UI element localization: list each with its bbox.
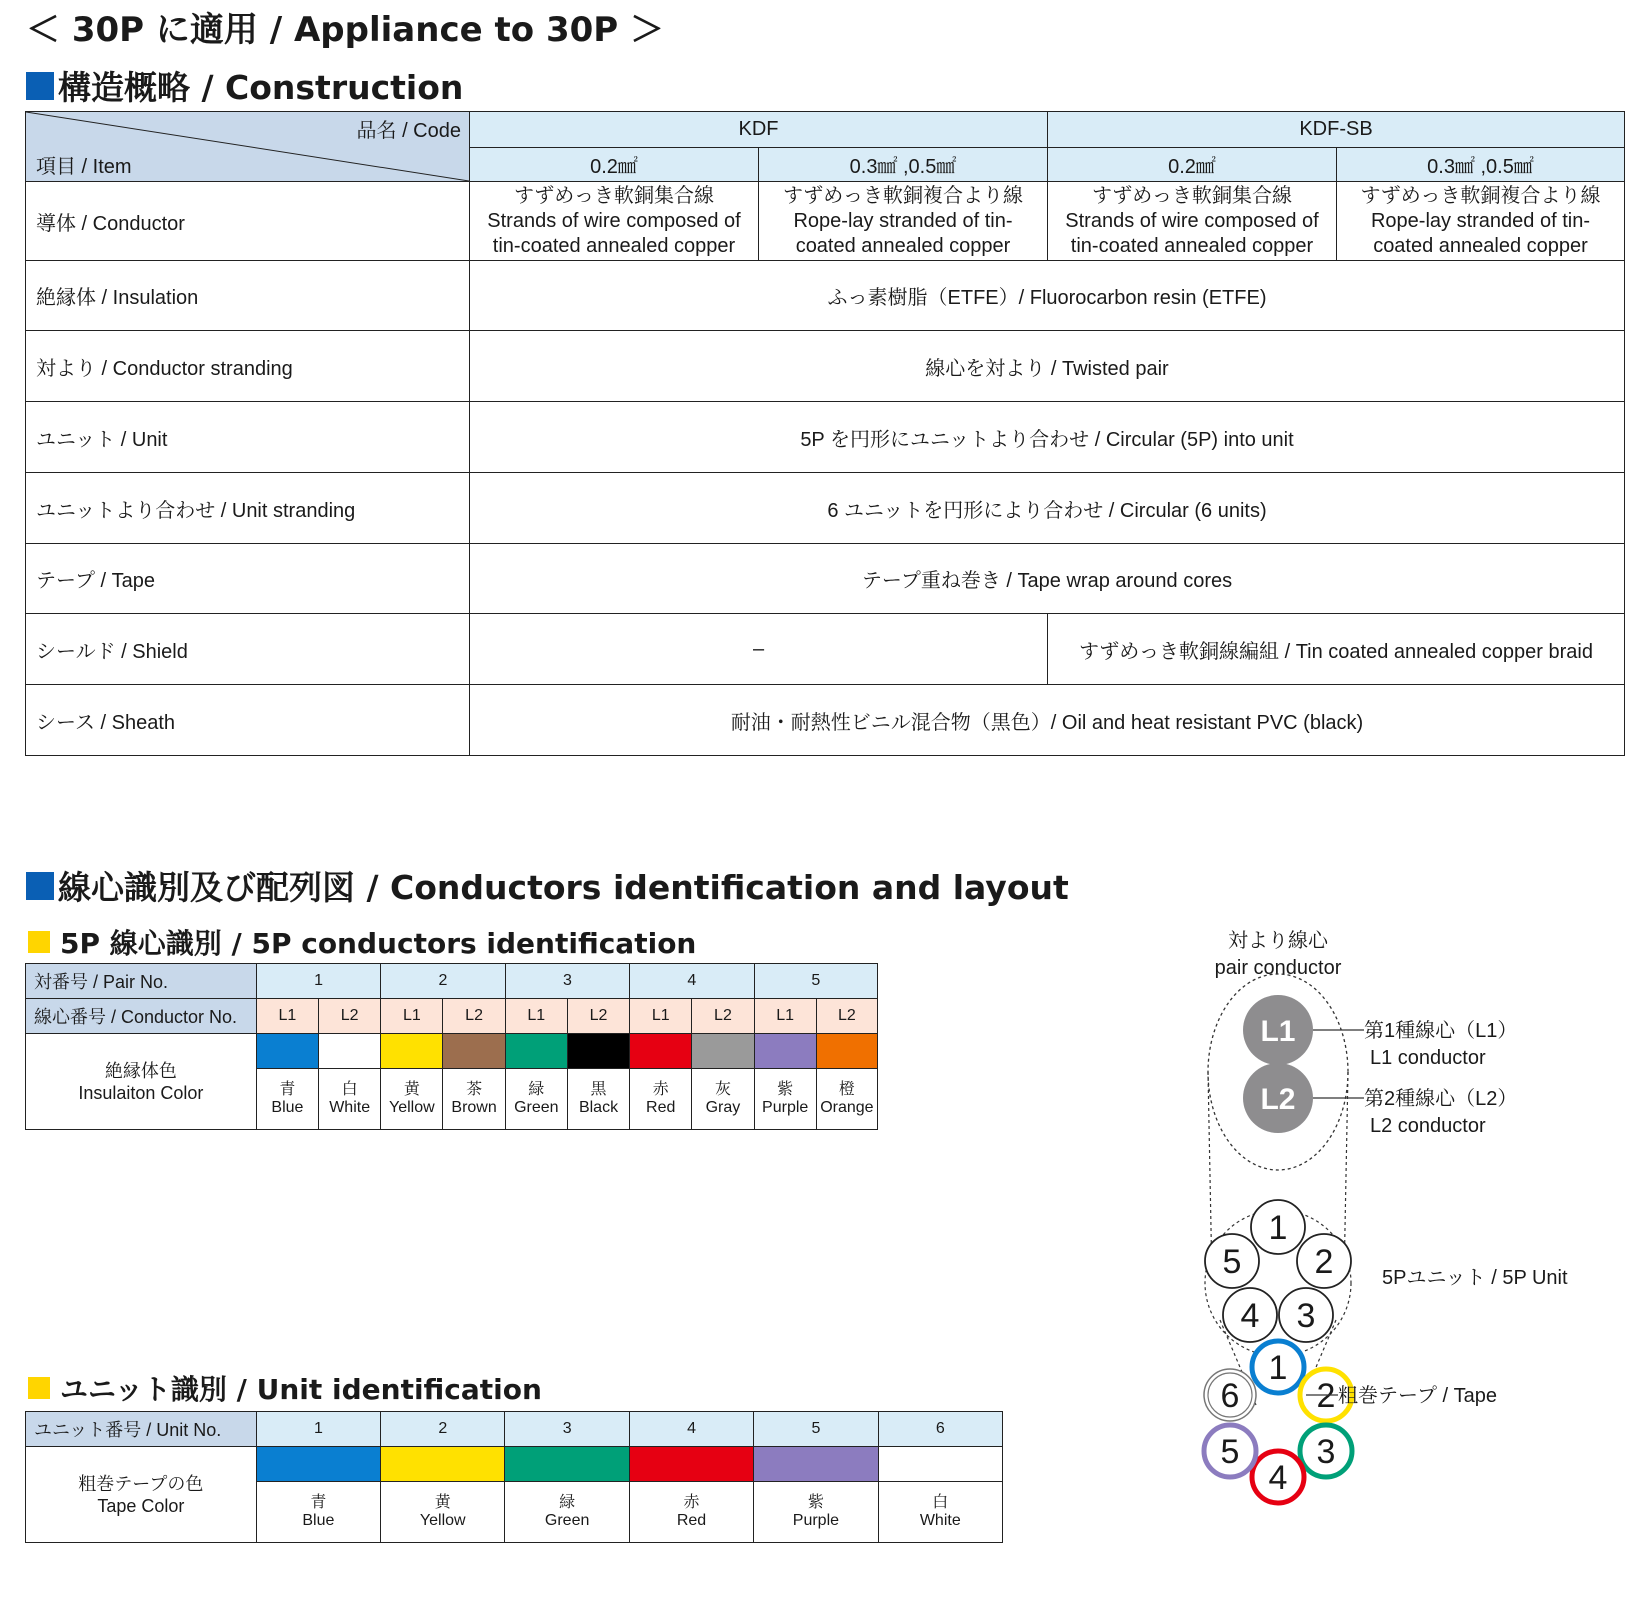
pair-number: 4 — [630, 964, 754, 999]
cable-unit-number: 2 — [1316, 1377, 1336, 1415]
tape-color-swatch — [505, 1447, 629, 1482]
kdfsb-header: KDF-SB — [1048, 112, 1625, 148]
color-name: 青 Blue — [256, 1069, 318, 1130]
code-header-label: 品名 / Code — [356, 120, 461, 142]
item-header-label: 項目 / Item — [36, 156, 132, 178]
color-name: 灰 Gray — [692, 1069, 754, 1130]
conductor-number: L2 — [443, 999, 505, 1034]
cable-unit-number: 4 — [1268, 1459, 1288, 1497]
pair-conductor-en-label: pair conductor — [1214, 957, 1342, 979]
tape-color-name: 緑 Green — [505, 1482, 629, 1543]
unit-value: 5P を円形にユニットより合わせ / Circular (5P) into unit — [470, 402, 1625, 473]
units-title-text: ユニット識別 / Unit identification — [60, 1373, 542, 1406]
conductor-text-jp: すずめっき軟銅集合線 — [514, 184, 714, 207]
unit-stranding-row-label: ユニットより合わせ / Unit stranding — [26, 473, 470, 544]
tape-value: テープ重ね巻き / Tape wrap around cores — [470, 544, 1625, 614]
tape-color-name: 青 Blue — [256, 1482, 380, 1543]
insulation-color-label-en: Insulaiton Color — [78, 1082, 204, 1103]
pair-number: 5 — [754, 964, 877, 999]
stranding-value: 線心を対より / Twisted pair — [470, 331, 1625, 402]
unit-number: 6 — [878, 1412, 1002, 1447]
conductor-number: L1 — [754, 999, 816, 1034]
tape-color-name: 赤 Red — [629, 1482, 753, 1543]
conductor-cell — [1337, 182, 1625, 261]
insulation-color-label-jp: 絶縁体色 — [104, 1060, 177, 1081]
5p-unit-label: 5Pユニット / 5P Unit — [1382, 1267, 1568, 1289]
blue-square-icon — [26, 872, 54, 900]
cable-unit-number: 1 — [1268, 1349, 1288, 1387]
blue-square-icon — [26, 72, 54, 100]
color-name: 黄 Yellow — [381, 1069, 443, 1130]
tape-color-swatch — [256, 1447, 380, 1482]
pair-conductor-jp-label: 対より線心 — [1228, 930, 1328, 952]
conductor-text-en: coated annealed copper — [1373, 234, 1588, 257]
pairs-subtitle — [28, 922, 696, 962]
conductor-text-jp: すずめっき軟銅集合線 — [1092, 184, 1292, 207]
insulation-row-label: 絶縁体 / Insulation — [26, 261, 470, 331]
unit-color-swatch-row — [26, 1447, 1003, 1482]
l2-jp-label: 第2種線心（L2） — [1364, 1088, 1518, 1110]
tape-color-name: 黄 Yellow — [381, 1482, 505, 1543]
pair-color-swatch-row — [26, 1034, 878, 1069]
cable-unit-number: 5 — [1220, 1433, 1240, 1471]
cable-layout-diagram — [1150, 925, 1630, 1595]
l1-en-label: L1 conductor — [1370, 1047, 1486, 1069]
conductor-text-en: Strands of wire composed of — [487, 209, 741, 232]
conductor-text-en: Rope-lay stranded of tin- — [793, 209, 1013, 232]
yellow-square-icon — [28, 1377, 50, 1399]
tape-color-swatch — [878, 1447, 1002, 1482]
units-subtitle — [28, 1368, 542, 1408]
pairs-title-text: 5P 線心識別 / 5P conductors identification — [60, 927, 697, 960]
conductor-text-en: tin-coated annealed copper — [492, 234, 736, 257]
size-header: 0.2㎟ — [1048, 148, 1337, 182]
unit-number-row — [26, 1412, 1003, 1447]
color-swatch — [443, 1034, 505, 1069]
layout-title-text: 線心識別及び配列図 / Conductors identification and layout — [58, 868, 1069, 907]
unit-number: 5 — [754, 1412, 878, 1447]
pair-number: 1 — [256, 964, 380, 999]
cable-unit-number: 6 — [1220, 1377, 1240, 1415]
conductor-number: L2 — [567, 999, 629, 1034]
tape-color-swatch — [381, 1447, 505, 1482]
pair-no-label: 対番号 / Pair No. — [26, 964, 257, 999]
yellow-square-icon — [28, 931, 50, 953]
color-name: 茶 Brown — [443, 1069, 505, 1130]
color-swatch — [567, 1034, 629, 1069]
conductor-cell — [1048, 182, 1337, 261]
unit-number: 2 — [381, 1412, 505, 1447]
conductor-no-label: 線心番号 / Conductor No. — [26, 999, 257, 1034]
unit-number: 1 — [256, 1412, 380, 1447]
conductor-text-jp: すずめっき軟銅複合より線 — [783, 184, 1023, 207]
cable-unit-group — [1204, 1341, 1352, 1503]
unit-pair-number: 5 — [1222, 1243, 1242, 1281]
size-header: 0.2㎟ — [470, 148, 759, 182]
l1-jp-label: 第1種線心（L1） — [1364, 1020, 1518, 1042]
tape-color-swatch — [754, 1447, 878, 1482]
color-swatch — [630, 1034, 692, 1069]
tape-color-label-en: Tape Color — [97, 1495, 185, 1516]
kdf-header: KDF — [470, 112, 1048, 148]
unit-pair-number: 4 — [1240, 1297, 1260, 1335]
insulation-value: ふっ素樹脂（ETFE）/ Fluorocarbon resin (ETFE) — [470, 261, 1625, 331]
color-swatch — [816, 1034, 877, 1069]
color-name: 赤 Red — [630, 1069, 692, 1130]
sheath-row-label: シース / Sheath — [26, 685, 470, 756]
conductor-text-jp: すずめっき軟銅複合より線 — [1360, 184, 1601, 207]
conductor-row-label: 導体 / Conductor — [26, 182, 470, 261]
conductor-number: L1 — [505, 999, 567, 1034]
color-swatch — [256, 1034, 318, 1069]
unit-no-label: ユニット番号 / Unit No. — [26, 1412, 257, 1447]
unit-pair-number: 1 — [1268, 1209, 1288, 1247]
pair-identification-table — [25, 963, 878, 1130]
color-swatch — [319, 1034, 381, 1069]
color-swatch — [381, 1034, 443, 1069]
color-name: 紫 Purple — [754, 1069, 816, 1130]
l2-en-label: L2 conductor — [1370, 1115, 1486, 1137]
construction-section-title — [26, 62, 463, 109]
color-swatch — [754, 1034, 816, 1069]
shield-kdf-value: – — [470, 614, 1048, 685]
stranding-row-label: 対より / Conductor stranding — [26, 331, 470, 402]
conductor-number-row — [26, 999, 878, 1034]
color-name: 緑 Green — [505, 1069, 567, 1130]
tape-color-name: 紫 Purple — [754, 1482, 878, 1543]
conductor-cell — [470, 182, 759, 261]
unit-identification-table — [25, 1411, 1003, 1543]
conductor-number: L2 — [319, 999, 381, 1034]
conductor-text-en: tin-coated annealed copper — [1070, 234, 1314, 257]
conductor-number: L2 — [692, 999, 754, 1034]
conductor-number: L1 — [381, 999, 443, 1034]
pair-number-row — [26, 964, 878, 999]
unit-pair-number: 3 — [1296, 1297, 1316, 1335]
cable-unit-number: 3 — [1316, 1433, 1336, 1471]
color-swatch — [692, 1034, 754, 1069]
tape-row-label: テープ / Tape — [26, 544, 470, 614]
color-swatch — [505, 1034, 567, 1069]
conductor-number: L1 — [630, 999, 692, 1034]
tape-color-label-jp: 粗巻テープの色 — [78, 1473, 204, 1494]
unit-number: 4 — [629, 1412, 753, 1447]
pair-number: 2 — [381, 964, 505, 999]
unit-number: 3 — [505, 1412, 629, 1447]
layout-section-title — [26, 862, 1069, 909]
construction-title-text: 構造概略 / Construction — [58, 68, 464, 107]
shield-row-label: シールド / Shield — [26, 614, 470, 685]
color-name: 白 White — [319, 1069, 381, 1130]
conductor-text-en: Rope-lay stranded of tin- — [1370, 209, 1590, 232]
conductor-text-en: coated annealed copper — [795, 234, 1011, 257]
tape-color-name: 白 White — [878, 1482, 1002, 1543]
pair-number: 3 — [505, 964, 629, 999]
page-title: ＜ 30P に適用 / Appliance to 30P ＞ — [26, 10, 665, 50]
unit-stranding-value: 6 ユニットを円形により合わせ / Circular (6 units) — [470, 473, 1625, 544]
size-header: 0.3㎟ ,0.5㎟ — [759, 148, 1048, 182]
conductor-cell — [759, 182, 1048, 261]
conductor-number: L2 — [816, 999, 877, 1034]
l2-circle-label: L2 — [1260, 1083, 1296, 1116]
insulation-color-label — [26, 1034, 257, 1130]
color-name: 橙 Orange — [816, 1069, 877, 1130]
header-diagonal-cell — [26, 112, 470, 182]
l1-circle-label: L1 — [1260, 1015, 1296, 1048]
shield-kdfsb-value: すずめっき軟銅線編組 / Tin coated annealed copper braid — [1048, 614, 1625, 685]
5p-unit-group — [1205, 1200, 1351, 1356]
tape-color-label — [26, 1447, 257, 1543]
unit-row-label: ユニット / Unit — [26, 402, 470, 473]
construction-table — [25, 111, 1625, 756]
tape-label: 粗巻テープ / Tape — [1338, 1385, 1498, 1407]
conductor-text-en: Strands of wire composed of — [1065, 209, 1319, 232]
tape-color-swatch — [629, 1447, 753, 1482]
sheath-value: 耐油・耐熱性ビニル混合物（黒色）/ Oil and heat resistant PVC (black) — [470, 685, 1625, 756]
conductor-number: L1 — [256, 999, 318, 1034]
size-header: 0.3㎟ ,0.5㎟ — [1337, 148, 1625, 182]
unit-pair-number: 2 — [1314, 1243, 1334, 1281]
color-name: 黒 Black — [567, 1069, 629, 1130]
